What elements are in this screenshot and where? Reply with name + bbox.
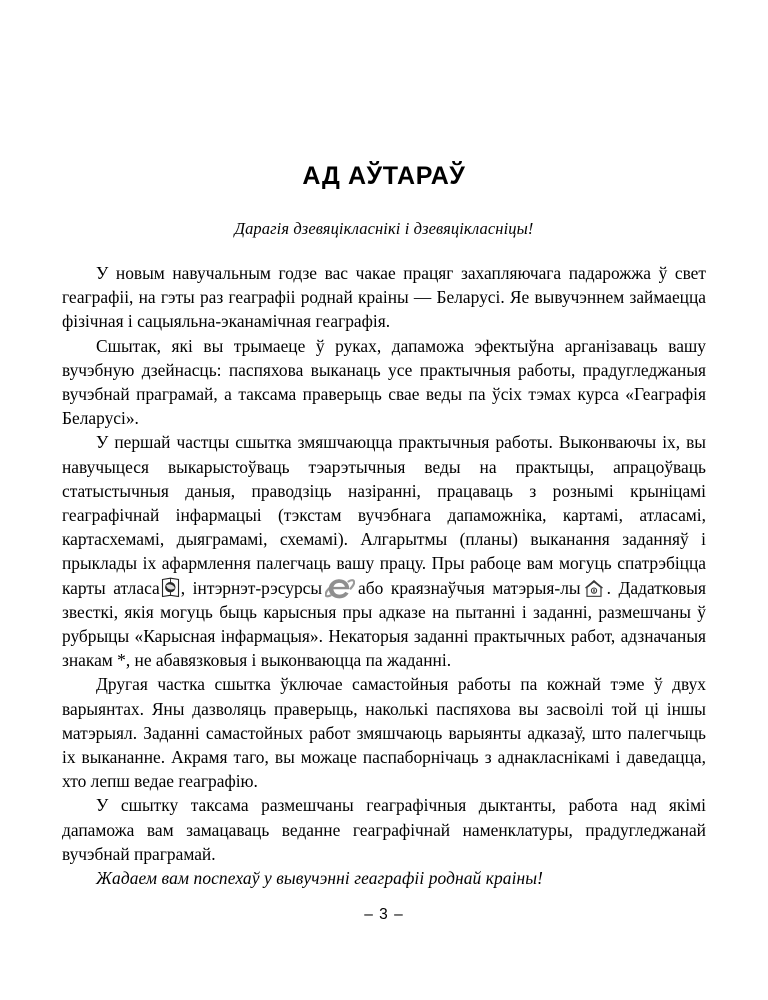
local-history-house-icon xyxy=(583,579,605,598)
atlas-book-icon xyxy=(161,577,180,598)
paragraph-4: Другая частка сшытка ўключае самастойныя работы па кожнай тэме ў двух варыянтах. Яны дазволяць праверыць, наколькі паспяхова вы засвоілі той ці іншы матэрыял. Заданні самастойных работ змяшчаюць варыянты адказаў, што палегчыць іх выкананне. Акрамя таго, вы можаце паспаборнічаць з аднакласнікамі і даведацца, хто лепш ведае геаграфію. xyxy=(62,674,706,792)
page-content xyxy=(62,0,706,890)
paragraph-5: У сшытку таксама размешчаны геаграфічныя дыктанты, работа над якімі дапаможа вам замацаваць веданне геаграфічнай наменклатуры, прадугледжанай вучэбнай праграмай. xyxy=(62,795,706,864)
closing-wish-line: Жадаем вам поспехаў у вывучэнні геаграфіі роднай краіны! xyxy=(96,868,544,889)
paragraph-3-text-after-atlas-icon: , інтэрнэт-рэсурсы xyxy=(180,577,323,598)
paragraph-3-text-after-house-icon: . Дадатковыя звесткі, якія могуць быць карысныя пры адказе на пытанні і заданні, размешчаны ў рубрыцы «Карысная інфармацыя». Некаторыя заданні практычных работ, адзначаныя знакам *, не абавязковыя і выконваюцца па жаданні. xyxy=(62,577,706,671)
paragraph-3 xyxy=(62,430,706,672)
page-title: АД АЎТАРАЎ xyxy=(302,162,466,190)
paragraph-2: Сшытак, які вы трымаеце ў руках, дапаможа эфектыўна арганізаваць вашу вучэбную дзейнасць: паспяхова выканаць усе практычныя работы, прадугледжаныя вучэбнай праграмай, а таксама праверыць свае веды па ўсіх тэмах курса «Геаграфія Беларусі». xyxy=(62,335,706,429)
subtitle-greeting: Дарагія дзевяцікласнікі і дзевяцікласніцы! xyxy=(234,219,534,238)
paragraph-3-text-after-internet-icon: або краязнаўчыя матэрыя-лы xyxy=(358,577,581,598)
paragraph-1: У новым навучальным годзе вас чакае працяг захапляючага падарожжа ў свет геаграфіі, на гэты раз геаграфіі роднай краіны — Беларусі. Яе вывучэннем займаецца фізічная і сацыяльна-эканамічная геаграфія. xyxy=(62,263,706,332)
internet-explorer-icon xyxy=(325,576,355,600)
body-text-block xyxy=(62,239,706,890)
page-number: – 3 – xyxy=(364,906,404,923)
paragraph-3-text-before-atlas-icon: У першай частцы сшытка змяшчаюцца практычныя работы. Выконваючы іх, вы навучыцеся выкарыстоўваць тэарэтычныя веды на практыцы, апрацоўваць статыстычныя даныя, праводзіць назіранні, працаваць з рознымі крыніцамі геаграфічнай інфармацыі (тэкстам вучэбнага дапаможніка, картамі, атласамі, картасхемамі, дыяграмамі, схемамі). Алгарытмы (планы) выканання заданняў і прыклады іх афармлення палегчаць вашу працу. Пры рабоце вам могуць спатрэбіцца карты атласа xyxy=(62,432,706,598)
